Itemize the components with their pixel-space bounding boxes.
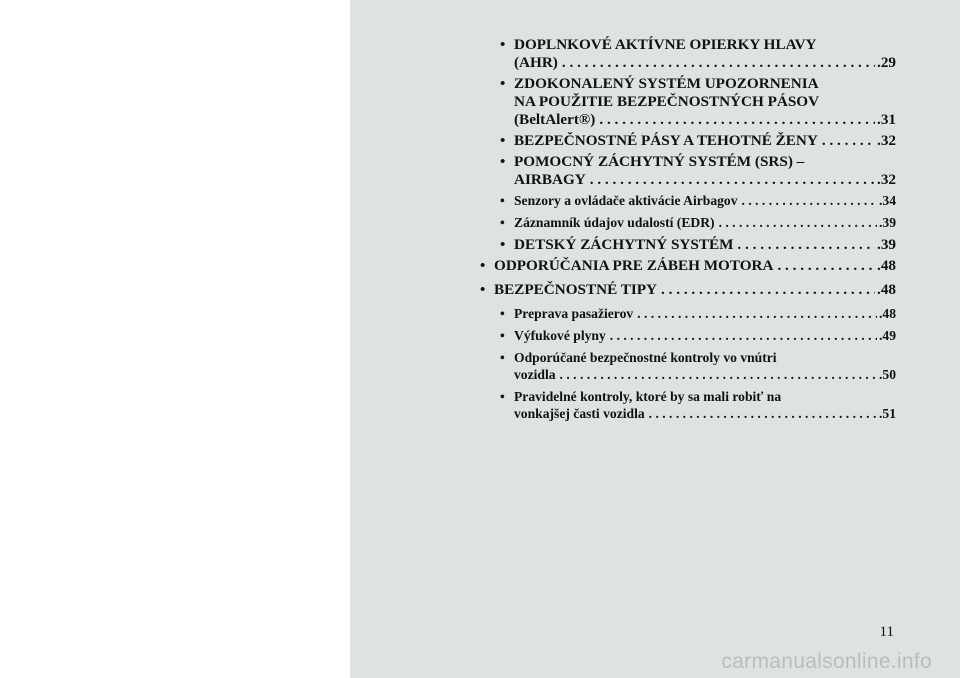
toc-page-number: .51 [879,406,896,421]
toc-entry [480,281,896,299]
bullet-icon: • [500,328,505,343]
toc-entry [480,132,896,150]
bullet-icon: • [500,215,505,230]
toc-entry-text: (BeltAlert®) [514,111,596,128]
dot-leader [733,236,875,254]
toc-entry-text: AIRBAGY [514,171,586,188]
toc-entry-text: Preprava pasažierov [514,306,634,321]
bullet-icon: • [480,257,486,274]
toc-entry-text: Pravidelné kontroly, ktoré by sa mali robiť na [514,389,782,404]
bullet-icon: • [500,36,506,53]
toc-entry-text: vonkajšej časti vozidla [514,406,645,421]
toc-entry-text: (AHR) [514,54,558,71]
toc-page-number: .39 [877,236,896,253]
bullet-icon: • [500,306,505,321]
page-panel [350,0,960,678]
toc-entry [480,75,896,129]
toc-entry [480,192,896,209]
toc-entry-text: ODPORÚČANIA PRE ZÁBEH MOTORA [494,257,774,274]
toc-entry [480,153,896,189]
toc-entry-text: DOPLNKOVÉ AKTÍVNE OPIERKY HLAVY [514,36,817,53]
dot-leader [645,405,877,422]
toc-entry [480,327,896,344]
toc-page-number: .34 [879,193,896,208]
toc-page-number: .32 [877,132,896,149]
dot-leader [633,305,877,322]
toc-entry [480,305,896,322]
toc-entry [480,349,896,383]
dot-leader [773,257,875,275]
toc-page-number: .50 [879,367,896,382]
dot-leader [738,192,877,209]
dot-leader [586,171,875,189]
toc-page-number: .48 [877,257,896,274]
toc-entry-text: Odporúčané bezpečnostné kontroly vo vnútri [514,350,777,365]
toc-page-number: .31 [877,111,896,128]
toc-page-number: .29 [877,54,896,71]
bullet-icon: • [500,75,506,92]
dot-leader [606,327,877,344]
dot-leader [657,281,875,299]
toc-entry-text: POMOCNÝ ZÁCHYTNÝ SYSTÉM (SRS) – [514,153,805,170]
toc-page-number: .32 [877,171,896,188]
toc-entry-text: Záznamník údajov udalostí (EDR) [514,215,715,230]
bullet-icon: • [500,389,505,404]
dot-leader [556,366,877,383]
toc-page-number: .49 [879,328,896,343]
bullet-icon: • [500,132,506,149]
dot-leader [818,132,875,150]
toc-page-number: .48 [877,281,896,298]
bullet-icon: • [500,350,505,365]
toc-entry [480,257,896,275]
dot-leader [715,214,877,231]
toc-entry [480,36,896,72]
bullet-icon: • [500,193,505,208]
dot-leader [595,111,875,129]
toc-entry [480,214,896,231]
dot-leader [558,54,875,72]
bullet-icon: • [480,281,486,298]
toc-page-number: .48 [879,306,896,321]
toc-entry [480,388,896,422]
toc-entry-text: NA POUŽITIE BEZPEČNOSTNÝCH PÁSOV [514,93,820,110]
toc-page-number: .39 [879,215,896,230]
toc-entry-text: Senzory a ovládače aktivácie Airbagov [514,193,738,208]
watermark: carmanualsonline.info [721,650,932,673]
toc-entry-text: BEZPEČNOSTNÉ PÁSY A TEHOTNÉ ŽENY [514,132,818,149]
toc-entry-text: ZDOKONALENÝ SYSTÉM UPOZORNENIA [514,75,819,92]
table-of-contents [480,36,896,427]
bullet-icon: • [500,236,506,253]
toc-entry-text: Výfukové plyny [514,328,606,343]
toc-entry-text: DETSKÝ ZÁCHYTNÝ SYSTÉM [514,236,734,253]
toc-entry [480,236,896,254]
bullet-icon: • [500,153,506,170]
page-number: 11 [879,624,894,640]
toc-entry-text: BEZPEČNOSTNÉ TIPY [494,281,658,298]
toc-entry-text: vozidla [514,367,556,382]
